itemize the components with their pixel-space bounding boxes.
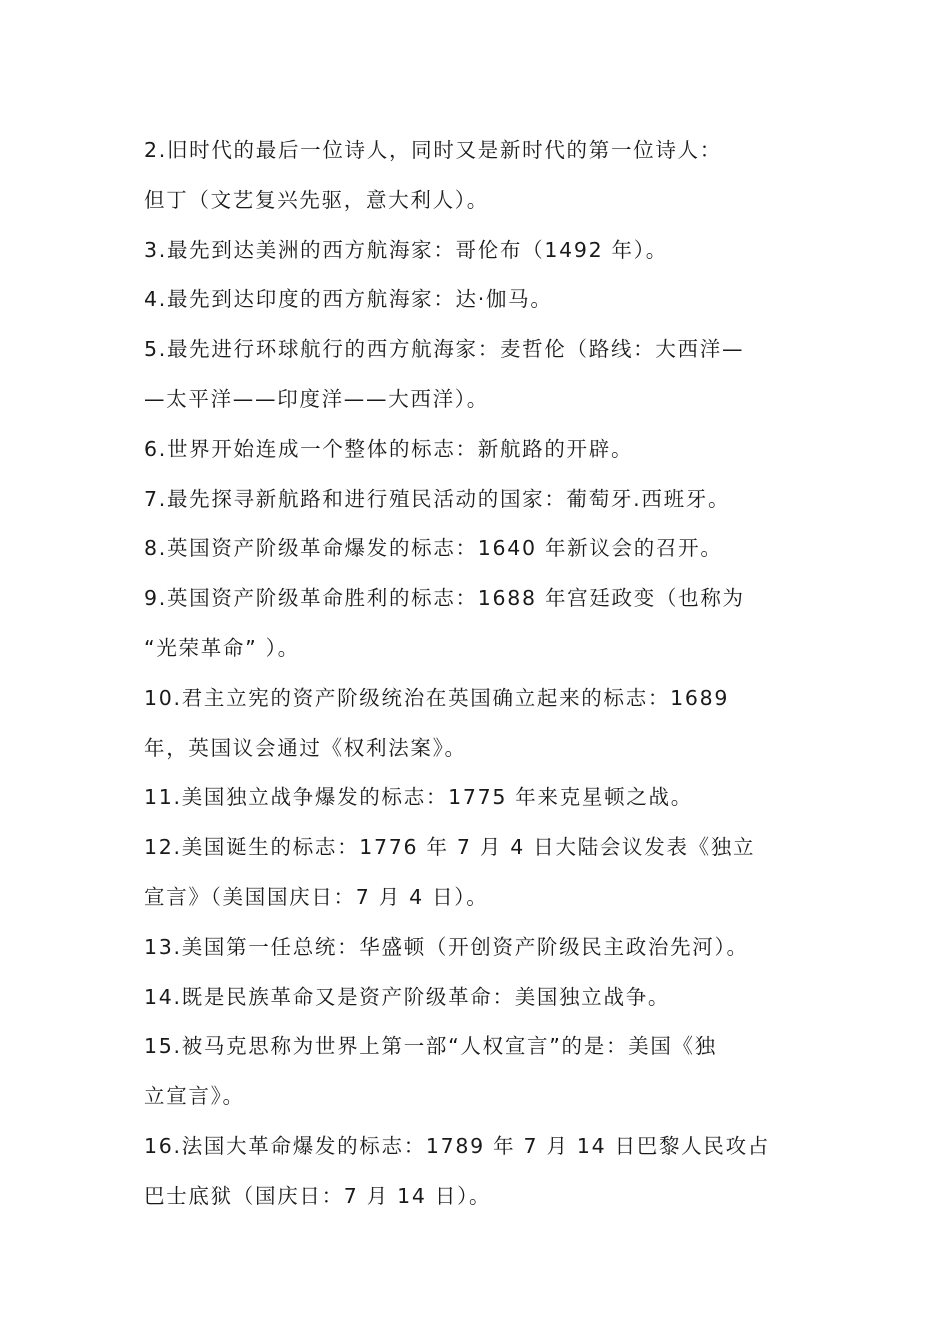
text-line: 3.最先到达美洲的西方航海家：哥伦布（1492 年）。 bbox=[144, 237, 668, 262]
text-line: 6.世界开始连成一个整体的标志：新航路的开辟。 bbox=[144, 436, 634, 461]
document-body bbox=[144, 126, 824, 1222]
text-line: 11.美国独立战争爆发的标志：1775 年来克星顿之战。 bbox=[144, 785, 693, 810]
text-line: 16.法国大革命爆发的标志：1789 年 7 月 14 日巴黎人民攻占 bbox=[144, 1133, 770, 1158]
text-line: 年，英国议会通过《权利法案》。 bbox=[144, 735, 467, 760]
text-line: 宣言》（美国国庆日：7 月 4 日）。 bbox=[144, 884, 489, 909]
text-line: 7.最先探寻新航路和进行殖民活动的国家：葡萄牙.西班牙。 bbox=[144, 486, 731, 511]
text-line: 10.君主立宪的资产阶级统治在英国确立起来的标志：1689 bbox=[144, 685, 730, 710]
text-line: 巴士底狱（国庆日：7 月 14 日）。 bbox=[144, 1183, 492, 1208]
text-line: 2.旧时代的最后一位诗人，同时又是新时代的第一位诗人： bbox=[144, 138, 722, 162]
text-line: 14.既是民族革命又是资产阶级革命：美国独立战争。 bbox=[144, 984, 671, 1009]
text-line: 13.美国第一任总统：华盛顿（开创资产阶级民主政治先河）。 bbox=[144, 934, 749, 959]
text-line: 12.美国诞生的标志：1776 年 7 月 4 日大陆会议发表《独立 bbox=[144, 835, 756, 860]
text-line: 15.被马克思称为世界上第一部“人权宣言”的是：美国《独 bbox=[144, 1034, 717, 1059]
text-line: 立宣言》。 bbox=[144, 1084, 245, 1109]
text-line: 4.最先到达印度的西方航海家：达·伽马。 bbox=[144, 287, 553, 312]
text-line: 但丁（文艺复兴先驱，意大利人）。 bbox=[144, 187, 489, 212]
text-line: —太平洋——印度洋——大西洋）。 bbox=[144, 386, 489, 411]
text-line: 5.最先进行环球航行的西方航海家：麦哲伦（路线：大西洋— bbox=[144, 337, 745, 362]
text-line: 9.英国资产阶级革命胜利的标志：1688 年宫廷政变（也称为 bbox=[144, 586, 745, 611]
text-line: “光荣革命” ）。 bbox=[144, 635, 300, 660]
text-line: 8.英国资产阶级革命爆发的标志：1640 年新议会的召开。 bbox=[144, 536, 723, 561]
